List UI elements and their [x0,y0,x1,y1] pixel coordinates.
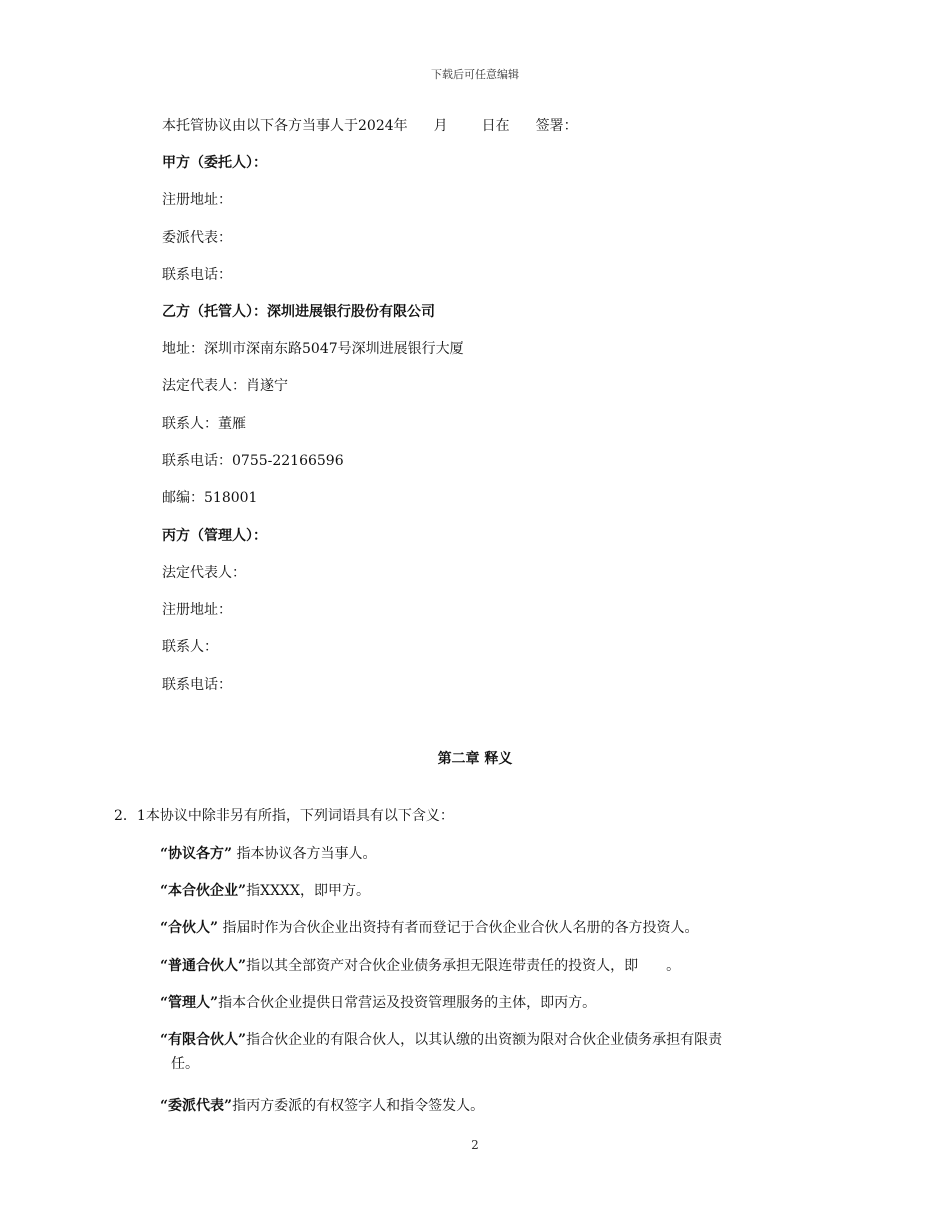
definition-term: “协议各方” [160,846,233,862]
definition-item [160,879,840,903]
definition-desc: 指届时作为合伙企业出资持有者而登记于合伙企业合伙人名册的各方投资人。 [218,920,699,936]
definition-desc: 指XXXX，即甲方。 [246,883,370,899]
intro-line [162,116,578,136]
definition-term: “管理人” [160,995,219,1011]
party-a-rep: 委派代表： [162,230,232,246]
party-b-legal-rep: 法定代表人：肖遂宁 [162,378,288,394]
definition-term: “有限合伙人” [160,1032,247,1048]
page-number: 2 [471,1138,479,1152]
definition-item [160,991,840,1015]
party-c-heading: 丙方（管理人）： [162,528,267,544]
party-c-address: 注册地址： [162,602,232,618]
definition-desc: 指以其全部资产对合伙企业债务承担无限连带责任的投资人，即 。 [246,958,681,974]
party-a-address: 注册地址： [162,192,232,208]
definition-desc: 指合伙企业的有限合伙人，以其认缴的出资额为限对合伙企业债务承担有限责 [246,1032,723,1048]
chapter-title: 第二章 释义 [437,751,513,767]
party-c-contact: 联系人： [162,639,218,655]
definition-item [160,1094,840,1118]
intro-signed: 签署： [535,118,578,134]
definition-term: “委派代表” [160,1098,233,1114]
definition-term: “合伙人” [160,920,219,936]
definition-desc: 指丙方委派的有权签字人和指令签发人。 [232,1098,485,1114]
definition-desc: 指本协议各方当事人。 [232,846,377,862]
party-b-address: 地址：深圳市深南东路5047号深圳进展银行大厦 [162,341,464,357]
definition-term: “普通合伙人” [160,958,247,974]
intro-day-at: 日在 [481,118,510,134]
party-c-legal-rep: 法定代表人： [162,565,246,581]
party-a-phone: 联系电话： [162,267,232,283]
party-b-phone: 联系电话：0755-22166596 [162,453,344,469]
party-c-phone: 联系电话： [162,677,232,693]
definition-item [160,842,840,866]
clause-2-1: 2．1本协议中除非另有所指，下列词语具有以下含义： [114,808,454,824]
party-a-heading: 甲方（委托人）： [162,155,267,171]
definition-continuation: 任。 [171,1056,199,1072]
definition-item [160,954,840,978]
intro-prefix: 本托管协议由以下各方当事人于2024年 [162,118,408,134]
intro-month: 月 [433,118,448,134]
definition-item [160,916,840,940]
definition-desc: 指本合伙企业提供日常营运及投资管理服务的主体，即丙方。 [218,995,597,1011]
page-header: 下载后可任意编辑 [431,68,519,81]
party-b-contact: 联系人：董雁 [162,416,246,432]
party-b-postcode: 邮编：518001 [162,490,258,506]
definition-item [160,1028,840,1076]
definition-term: “本合伙企业” [160,883,247,899]
party-b-heading: 乙方（托管人）：深圳进展银行股份有限公司 [162,304,435,320]
